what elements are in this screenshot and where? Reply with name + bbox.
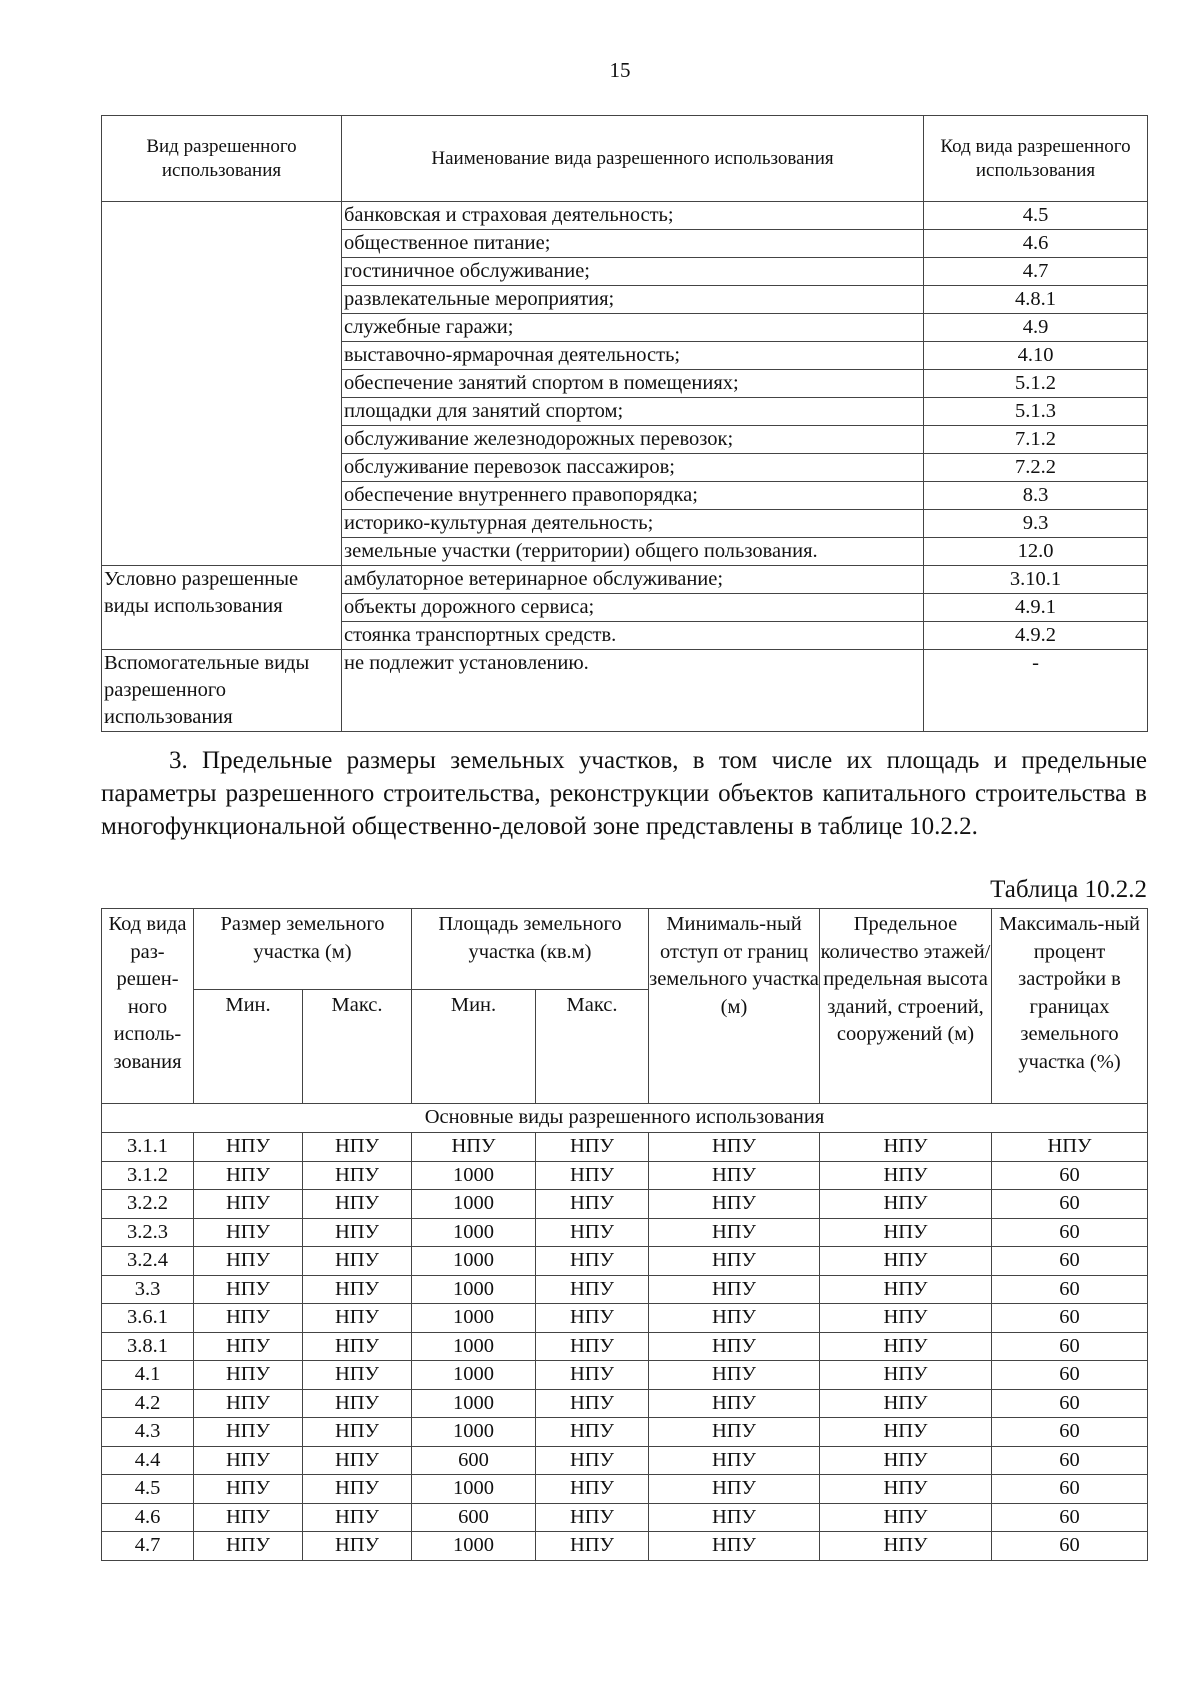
table-cell: 4.1 (102, 1361, 194, 1390)
table-cell: 1000 (412, 1475, 536, 1504)
table-cell: 600 (412, 1446, 536, 1475)
table-cell: НПУ (649, 1475, 820, 1504)
table-cell: НПУ (649, 1503, 820, 1532)
header-size-max: Макс. (303, 990, 412, 1104)
table-cell: 3.6.1 (102, 1304, 194, 1333)
use-code-cell: 4.5 (924, 202, 1148, 230)
table-cell: 4.3 (102, 1418, 194, 1447)
section-paragraph (101, 744, 1147, 843)
table-cell: 60 (992, 1389, 1148, 1418)
table-row (102, 1161, 1148, 1190)
header-floors: Предельное количество этажей/ предельная высота зданий, строений, сооружений (м) (820, 909, 992, 1104)
use-code-cell: 7.2.2 (924, 454, 1148, 482)
table-cell: НПУ (536, 1218, 649, 1247)
table-header-row (102, 909, 1148, 990)
table-row (102, 1446, 1148, 1475)
table-cell: НПУ (194, 1332, 303, 1361)
table-cell: НПУ (303, 1133, 412, 1162)
table-row (102, 202, 1148, 230)
table-cell: НПУ (820, 1503, 992, 1532)
table-cell: 60 (992, 1161, 1148, 1190)
header-use-type: Вид разрешенного использования (102, 116, 342, 202)
table-cell: НПУ (536, 1532, 649, 1561)
table-cell: НПУ (303, 1218, 412, 1247)
table-row (102, 1503, 1148, 1532)
table-cell: НПУ (820, 1332, 992, 1361)
table-cell: 3.2.3 (102, 1218, 194, 1247)
table-cell: НПУ (820, 1475, 992, 1504)
table-cell: НПУ (536, 1418, 649, 1447)
use-name-cell: общественное питание; (342, 230, 924, 258)
table-row (102, 650, 1148, 732)
table-cell: НПУ (649, 1275, 820, 1304)
page-number: 15 (609, 58, 631, 82)
use-name-cell: амбулаторное ветеринарное обслуживание; (342, 566, 924, 594)
table-row (102, 1190, 1148, 1219)
use-name-cell: обеспечение внутреннего правопорядка; (342, 482, 924, 510)
table-row (102, 1275, 1148, 1304)
table-cell: НПУ (303, 1418, 412, 1447)
table-cell: НПУ (820, 1304, 992, 1333)
table-cell: НПУ (536, 1247, 649, 1276)
use-code-cell: 5.1.3 (924, 398, 1148, 426)
table-cell: 4.2 (102, 1389, 194, 1418)
table-cell: 60 (992, 1218, 1148, 1247)
header-area: Площадь земельного участка (кв.м) (412, 909, 649, 990)
table-cell: НПУ (649, 1361, 820, 1390)
table-row (102, 1361, 1148, 1390)
table-cell: НПУ (303, 1161, 412, 1190)
table-cell: 1000 (412, 1332, 536, 1361)
table-cell: НПУ (412, 1133, 536, 1162)
table-cell: 1000 (412, 1190, 536, 1219)
table-cell: 600 (412, 1503, 536, 1532)
paragraph-text: 3. Предельные размеры земельных участков, в том числе их площадь и предельные параметры разрешенного строительства, реконструкции объектов капитального строительства в многофункциональной общественно-деловой зоне представлены в таблице 10.2.2. (101, 747, 1147, 840)
table-cell: НПУ (536, 1389, 649, 1418)
table-cell: НПУ (194, 1532, 303, 1561)
table-cell: НПУ (303, 1304, 412, 1333)
table-cell: 60 (992, 1418, 1148, 1447)
table-cell: НПУ (820, 1275, 992, 1304)
table-cell: НПУ (194, 1247, 303, 1276)
header-code: Код вида раз-решен-ного исполь-зования (102, 909, 194, 1104)
table-cell: НПУ (303, 1503, 412, 1532)
table-cell: 60 (992, 1503, 1148, 1532)
table-cell: 4.7 (102, 1532, 194, 1561)
use-name-cell: историко-культурная деятельность; (342, 510, 924, 538)
section-row (102, 1104, 1148, 1133)
header-coverage: Максималь-ный процент застройки в границах земельного участка (%) (992, 909, 1148, 1104)
table-cell: 1000 (412, 1247, 536, 1276)
table-cell: 1000 (412, 1532, 536, 1561)
table-cell: НПУ (194, 1361, 303, 1390)
table-cell: 60 (992, 1190, 1148, 1219)
table-row (102, 1389, 1148, 1418)
table-cell: 60 (992, 1475, 1148, 1504)
table-cell: НПУ (820, 1161, 992, 1190)
table-cell: НПУ (194, 1389, 303, 1418)
header-setback: Минималь-ный отступ от границ земельного участка (м) (649, 909, 820, 1104)
table-cell: 1000 (412, 1361, 536, 1390)
table-cell: НПУ (649, 1446, 820, 1475)
table-cell: 3.1.2 (102, 1161, 194, 1190)
table-cell: НПУ (820, 1418, 992, 1447)
table-cell: НПУ (649, 1133, 820, 1162)
table-cell: НПУ (536, 1133, 649, 1162)
conditional-use-group-cell: Условно разрешенные виды использования (102, 566, 342, 650)
table-cell: НПУ (649, 1161, 820, 1190)
use-code-cell: 3.10.1 (924, 566, 1148, 594)
section-title: Основные виды разрешенного использования (102, 1104, 1148, 1133)
table-cell: НПУ (536, 1332, 649, 1361)
table-cell: НПУ (820, 1218, 992, 1247)
table-cell: НПУ (303, 1190, 412, 1219)
table-row (102, 1247, 1148, 1276)
table-row (102, 1304, 1148, 1333)
table-cell: НПУ (536, 1275, 649, 1304)
table-cell: 3.3 (102, 1275, 194, 1304)
use-code-cell: 5.1.2 (924, 370, 1148, 398)
parameters-table (101, 908, 1148, 1561)
table-cell: НПУ (194, 1218, 303, 1247)
table-cell: НПУ (820, 1190, 992, 1219)
table-cell: 1000 (412, 1304, 536, 1333)
use-name-cell: обслуживание железнодорожных перевозок; (342, 426, 924, 454)
table-row (102, 1332, 1148, 1361)
table-cell: НПУ (649, 1532, 820, 1561)
use-name-cell: выставочно-ярмарочная деятельность; (342, 342, 924, 370)
table-cell: НПУ (303, 1361, 412, 1390)
table-cell: НПУ (194, 1446, 303, 1475)
auxiliary-use-group-cell: Вспомогательные виды разрешенного использования (102, 650, 342, 732)
use-name-cell: не подлежит установлению. (342, 650, 924, 732)
table-row (102, 1218, 1148, 1247)
table-row (102, 1532, 1148, 1561)
table-cell: НПУ (194, 1418, 303, 1447)
use-code-cell: 4.6 (924, 230, 1148, 258)
table-cell: НПУ (820, 1133, 992, 1162)
use-name-cell: служебные гаражи; (342, 314, 924, 342)
table-cell: 60 (992, 1247, 1148, 1276)
table-header-row (102, 116, 1148, 202)
table-cell: 60 (992, 1532, 1148, 1561)
table-cell: 1000 (412, 1418, 536, 1447)
table-cell: НПУ (820, 1247, 992, 1276)
use-code-cell: 4.9.2 (924, 622, 1148, 650)
table-cell: НПУ (194, 1475, 303, 1504)
table-cell: НПУ (649, 1389, 820, 1418)
table-cell: НПУ (649, 1190, 820, 1219)
table-cell: НПУ (194, 1503, 303, 1532)
table-cell: НПУ (303, 1389, 412, 1418)
table-caption: Таблица 10.2.2 (990, 876, 1147, 903)
table-cell: НПУ (536, 1446, 649, 1475)
table-cell: НПУ (820, 1389, 992, 1418)
table-cell: НПУ (820, 1361, 992, 1390)
table-row (102, 566, 1148, 594)
use-code-cell: 4.9.1 (924, 594, 1148, 622)
header-use-code: Код вида разрешенного использования (924, 116, 1148, 202)
header-use-name: Наименование вида разрешенного использования (342, 116, 924, 202)
table-cell: НПУ (820, 1532, 992, 1561)
use-name-cell: обеспечение занятий спортом в помещениях; (342, 370, 924, 398)
permitted-use-table (101, 115, 1148, 732)
table-cell: НПУ (303, 1446, 412, 1475)
use-code-cell: 7.1.2 (924, 426, 1148, 454)
table-cell: НПУ (649, 1304, 820, 1333)
table-cell: 3.2.2 (102, 1190, 194, 1219)
use-code-cell: 4.9 (924, 314, 1148, 342)
table-cell: НПУ (649, 1247, 820, 1276)
table-cell: НПУ (536, 1503, 649, 1532)
table-cell: 4.4 (102, 1446, 194, 1475)
use-name-cell: площадки для занятий спортом; (342, 398, 924, 426)
table-row (102, 1133, 1148, 1162)
table-cell: 60 (992, 1304, 1148, 1333)
table-cell: 60 (992, 1332, 1148, 1361)
table-cell: НПУ (536, 1361, 649, 1390)
table-cell: 3.1.1 (102, 1133, 194, 1162)
header-area-min: Мин. (412, 990, 536, 1104)
use-name-cell: гостиничное обслуживание; (342, 258, 924, 286)
table-cell: НПУ (649, 1218, 820, 1247)
table-cell: 60 (992, 1361, 1148, 1390)
table-cell: НПУ (536, 1161, 649, 1190)
table-cell: 1000 (412, 1389, 536, 1418)
header-size: Размер земельного участка (м) (194, 909, 412, 990)
use-code-cell: 9.3 (924, 510, 1148, 538)
use-name-cell: стоянка транспортных средств. (342, 622, 924, 650)
table-cell: НПУ (992, 1133, 1148, 1162)
table-cell: НПУ (194, 1161, 303, 1190)
table-cell: НПУ (649, 1332, 820, 1361)
table-cell: НПУ (303, 1332, 412, 1361)
use-code-cell: 4.7 (924, 258, 1148, 286)
table-cell: НПУ (194, 1275, 303, 1304)
use-code-cell: 4.10 (924, 342, 1148, 370)
table-cell: НПУ (194, 1133, 303, 1162)
table-cell: 4.6 (102, 1503, 194, 1532)
table-cell: 1000 (412, 1161, 536, 1190)
table-cell: 4.5 (102, 1475, 194, 1504)
use-name-cell: объекты дорожного сервиса; (342, 594, 924, 622)
table-cell: 3.8.1 (102, 1332, 194, 1361)
table-cell: НПУ (194, 1304, 303, 1333)
table-cell: НПУ (649, 1418, 820, 1447)
table-cell: НПУ (303, 1475, 412, 1504)
table-row (102, 1475, 1148, 1504)
use-name-cell: развлекательные мероприятия; (342, 286, 924, 314)
header-size-min: Мин. (194, 990, 303, 1104)
table-cell: НПУ (536, 1190, 649, 1219)
table-cell: 1000 (412, 1218, 536, 1247)
table-cell: НПУ (820, 1446, 992, 1475)
table-cell: 60 (992, 1446, 1148, 1475)
table-cell: НПУ (536, 1475, 649, 1504)
use-code-cell: - (924, 650, 1148, 732)
use-name-cell: земельные участки (территории) общего пользования. (342, 538, 924, 566)
use-code-cell: 8.3 (924, 482, 1148, 510)
table-row (102, 1418, 1148, 1447)
table-cell: 1000 (412, 1275, 536, 1304)
use-name-cell: обслуживание перевозок пассажиров; (342, 454, 924, 482)
table-cell: НПУ (536, 1304, 649, 1333)
header-area-max: Макс. (536, 990, 649, 1104)
table-cell: НПУ (303, 1275, 412, 1304)
use-code-cell: 12.0 (924, 538, 1148, 566)
table-cell: НПУ (194, 1190, 303, 1219)
main-use-group-cell (102, 202, 342, 566)
table-cell: 3.2.4 (102, 1247, 194, 1276)
table-cell: НПУ (303, 1247, 412, 1276)
use-name-cell: банковская и страховая деятельность; (342, 202, 924, 230)
table-cell: 60 (992, 1275, 1148, 1304)
use-code-cell: 4.8.1 (924, 286, 1148, 314)
table-cell: НПУ (303, 1532, 412, 1561)
